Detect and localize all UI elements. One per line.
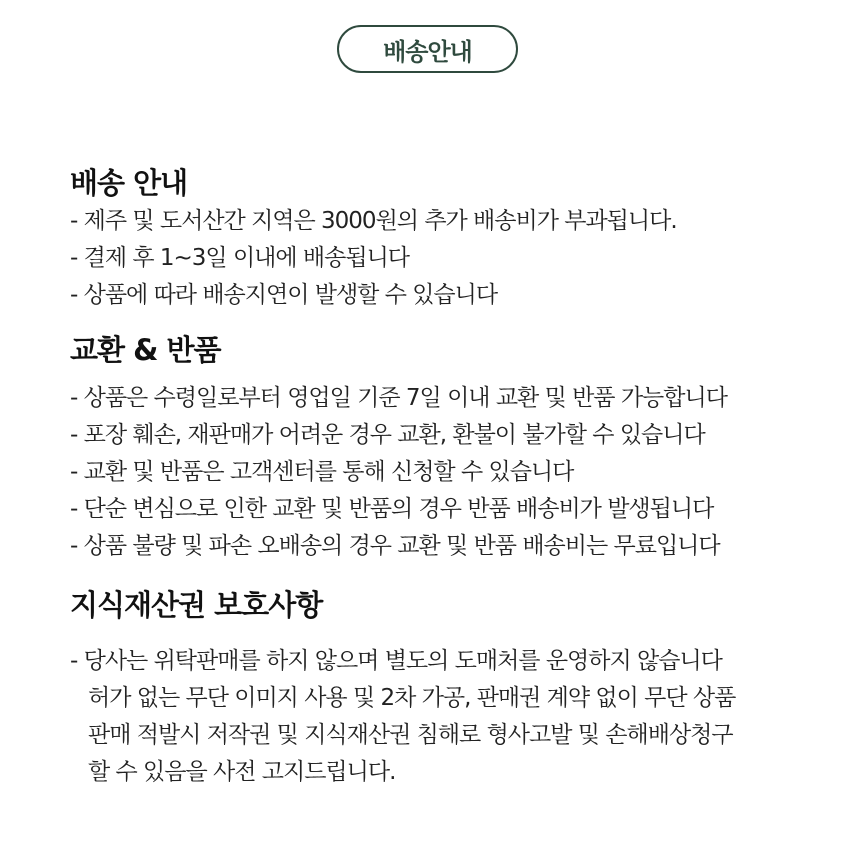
policy-content [70, 163, 830, 791]
shipping-line-2: - 결제 후 1~3일 이내에 배송됩니다 [70, 245, 410, 271]
exchange-line-3: - 교환 및 반품은 고객센터를 통해 신청할 수 있습니다 [70, 459, 574, 485]
shipping-line-3: - 상품에 따라 배송지연이 발생할 수 있습니다 [70, 282, 498, 308]
shipping-info-badge [337, 25, 518, 73]
shipping-line-1: - 제주 및 도서산간 지역은 3000원의 추가 배송비가 부과됩니다. [70, 208, 677, 234]
exchange-line-5: - 상품 불량 및 파손 오배송의 경우 교환 및 반품 배송비는 무료입니다 [70, 533, 720, 559]
section-title-ip-protection: 지식재산권 보호사항 [70, 588, 323, 622]
exchange-line-1: - 상품은 수령일로부터 영업일 기준 7일 이내 교환 및 반품 가능합니다 [70, 385, 727, 411]
section-shipping [70, 163, 830, 314]
section-exchange-return [70, 330, 830, 565]
ip-line-1: - 당사는 위탁판매를 하지 않으며 별도의 도매처를 운영하지 않습니다 [70, 648, 722, 674]
section-ip-protection [70, 585, 830, 791]
section-title-shipping: 배송 안내 [70, 166, 188, 200]
badge-label: 배송안내 [383, 37, 472, 66]
ip-line-4: 할 수 있음을 사전 고지드립니다. [88, 759, 396, 785]
ip-line-3: 판매 적발시 저작권 및 지식재산권 침해로 형사고발 및 손해배상청구 [88, 722, 733, 748]
ip-line-2: 허가 없는 무단 이미지 사용 및 2차 가공, 판매권 계약 없이 무단 상품 [88, 685, 736, 711]
exchange-line-2: - 포장 훼손, 재판매가 어려운 경우 교환, 환불이 불가할 수 있습니다 [70, 422, 705, 448]
exchange-line-4: - 단순 변심으로 인한 교환 및 반품의 경우 반품 배송비가 발생됩니다 [70, 496, 714, 522]
section-title-exchange-return: 교환 & 반품 [70, 333, 221, 367]
